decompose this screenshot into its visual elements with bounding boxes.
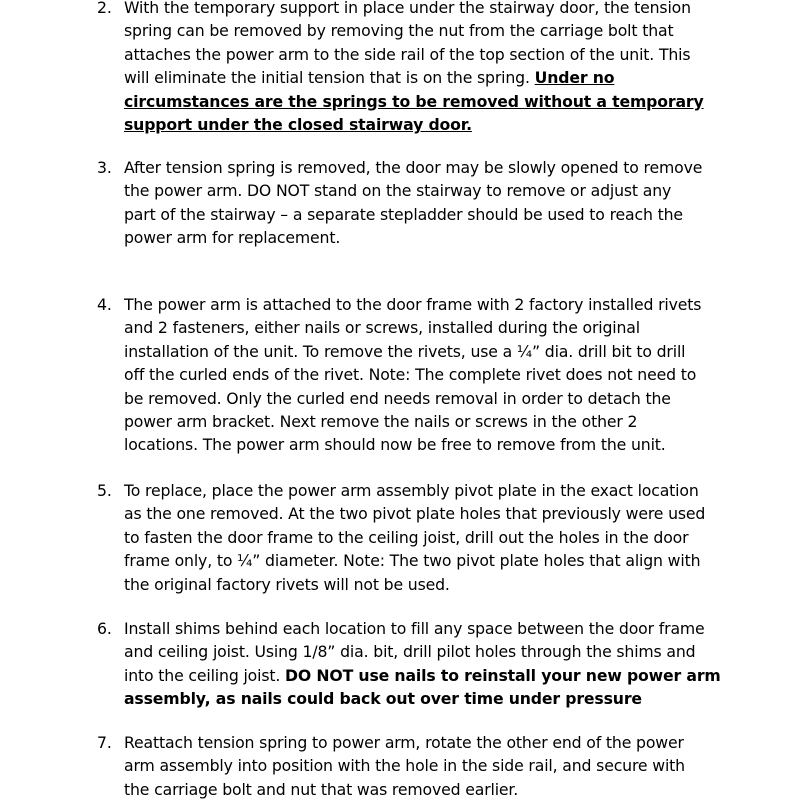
text-line	[124, 113, 737, 136]
text-line	[124, 340, 737, 363]
text-segment: will eliminate the initial tension that is on the spring.	[124, 68, 535, 88]
text-line	[124, 410, 737, 433]
text-line	[124, 687, 737, 710]
step-number: 6.	[97, 619, 112, 638]
text-line	[124, 226, 737, 249]
text-segment: off the curled ends of the rivet. Note: The complete rivet does not need to	[124, 365, 697, 385]
emphasis-underlined-text: Under no	[534, 68, 615, 88]
text-segment: arm assembly into position with the hole in the side rail, and secure with	[124, 756, 685, 776]
text-line	[124, 731, 737, 754]
text-line	[124, 293, 737, 316]
text-segment: With the temporary support in place under the stairway door, the tension	[124, 0, 691, 17]
step-number: 3.	[97, 158, 112, 177]
text-line	[124, 526, 737, 549]
text-line	[124, 43, 737, 66]
step-text	[124, 731, 737, 801]
emphasis-underlined-text: circumstances are the springs to be removed without a temporary	[124, 91, 704, 111]
text-line	[124, 19, 737, 42]
text-segment: and ceiling joist. Using 1/8” dia. bit, drill pilot holes through the shims and	[124, 642, 696, 662]
text-line	[124, 502, 737, 525]
text-line	[124, 203, 737, 226]
text-segment: The power arm is attached to the door frame with 2 factory installed rivets	[124, 295, 702, 314]
step-4	[97, 293, 737, 457]
text-segment: the power arm. DO NOT stand on the stairway to remove or adjust any	[124, 181, 672, 201]
step-7	[97, 731, 737, 801]
text-line	[124, 66, 737, 89]
step-3	[97, 156, 737, 250]
text-segment: Install shims behind each location to fill any space between the door frame	[124, 619, 705, 638]
text-segment: part of the stairway – a separate stepladder should be used to reach the	[124, 204, 683, 224]
text-line	[124, 479, 737, 502]
text-line	[124, 664, 737, 687]
step-5	[97, 479, 737, 596]
text-segment: power arm bracket. Next remove the nails or screws in the other 2	[124, 412, 638, 432]
text-segment: locations. The power arm should now be free to remove from the unit.	[124, 435, 666, 455]
text-segment: Reattach tension spring to power arm, rotate the other end of the power	[124, 733, 684, 752]
text-segment: frame only, to ¼” diameter. Note: The two pivot plate holes that align with	[124, 551, 701, 571]
text-segment: To replace, place the power arm assembly pivot plate in the exact location	[124, 481, 699, 500]
emphasis-bold-text: DO NOT use nails to reinstall your new power arm	[285, 665, 721, 685]
text-line	[124, 387, 737, 410]
step-6	[97, 617, 737, 711]
step-text	[124, 0, 737, 136]
step-number: 5.	[97, 481, 112, 500]
emphasis-underlined-text: support under the closed stairway door.	[124, 115, 472, 135]
text-segment: the carriage bolt and nut that was removed earlier.	[124, 779, 519, 799]
text-line	[124, 778, 737, 801]
text-line	[124, 433, 737, 456]
text-line	[124, 179, 737, 202]
text-segment: into the ceiling joist.	[124, 665, 286, 685]
text-segment: the original factory rivets will not be used.	[124, 574, 450, 594]
step-text	[124, 479, 737, 596]
text-line	[124, 90, 737, 113]
text-segment: as the one removed. At the two pivot plate holes that previously were used	[124, 504, 706, 524]
text-line	[124, 316, 737, 339]
text-line	[124, 754, 737, 777]
step-text	[124, 156, 737, 250]
text-segment: power arm for replacement.	[124, 228, 341, 248]
text-segment: After tension spring is removed, the door may be slowly opened to remove	[124, 158, 703, 177]
text-line	[124, 549, 737, 572]
text-segment: to fasten the door frame to the ceiling joist, drill out the holes in the door	[124, 527, 689, 547]
step-number: 2.	[97, 0, 112, 17]
emphasis-bold-text: assembly, as nails could back out over time under pressure	[124, 689, 642, 709]
text-line	[124, 640, 737, 663]
text-line	[124, 0, 737, 19]
text-segment: be removed. Only the curled end needs removal in order to detach the	[124, 388, 671, 408]
text-line	[124, 156, 737, 179]
text-segment: attaches the power arm to the side rail of the top section of the unit. This	[124, 44, 691, 64]
step-number: 7.	[97, 733, 112, 752]
text-segment: and 2 fasteners, either nails or screws, installed during the original	[124, 318, 640, 338]
step-number: 4.	[97, 295, 112, 314]
step-text	[124, 293, 737, 457]
text-segment: spring can be removed by removing the nut from the carriage bolt that	[124, 21, 674, 41]
text-line	[124, 617, 737, 640]
text-line	[124, 363, 737, 386]
step-2	[97, 0, 737, 136]
text-line	[124, 573, 737, 596]
text-segment: installation of the unit. To remove the rivets, use a ¼” dia. drill bit to drill	[124, 341, 686, 361]
step-text	[124, 617, 737, 711]
